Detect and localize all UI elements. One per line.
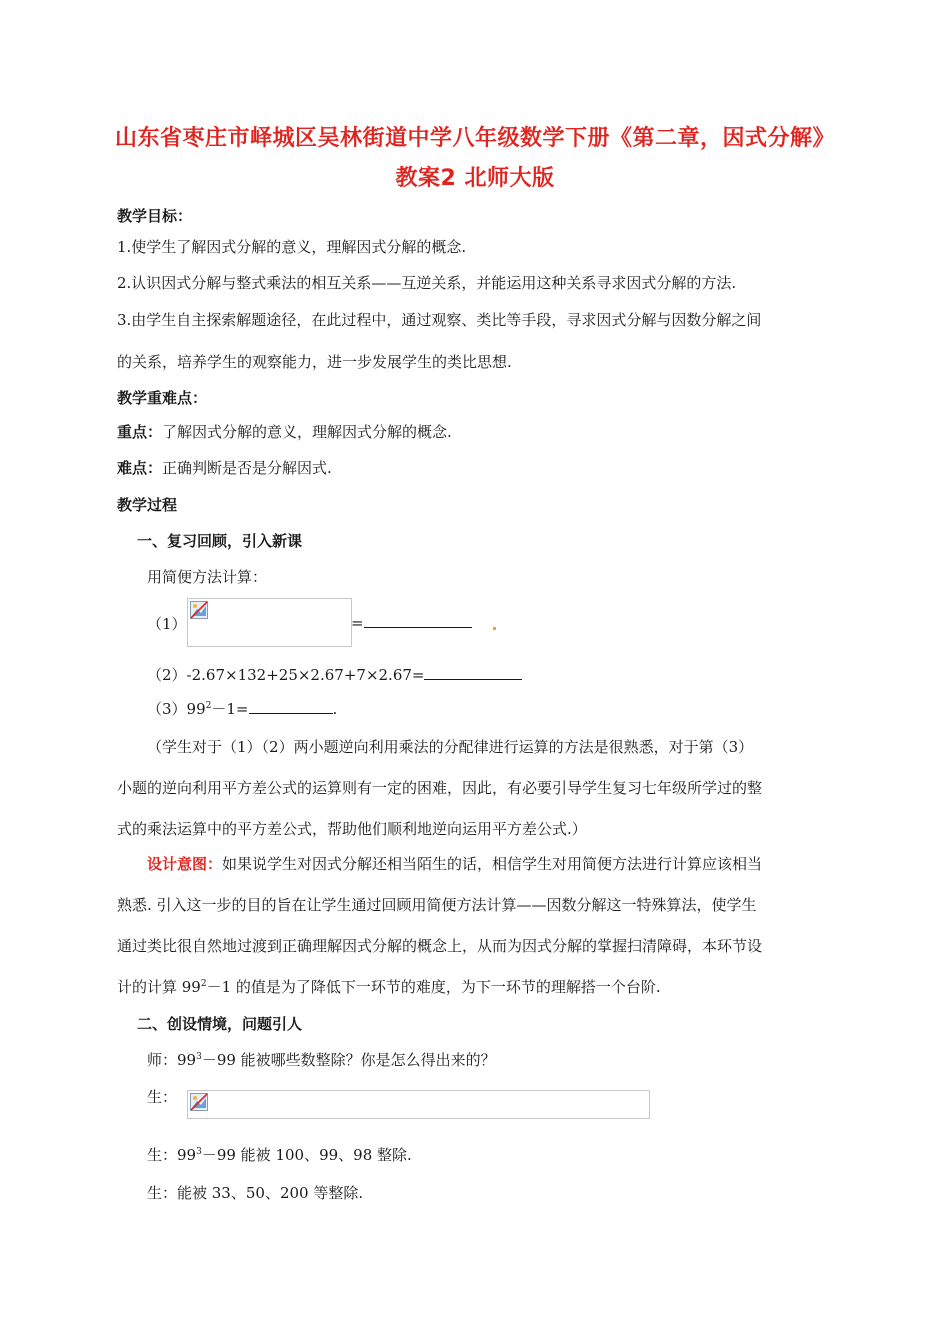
question-2 <box>147 664 522 685</box>
question-3 <box>147 698 337 719</box>
design-intent-label: 设计意图： <box>147 855 223 873</box>
student-answer-1-rest: －99 能被 100、99、98 整除. <box>201 1146 412 1164</box>
question-3-blank[interactable] <box>249 699 333 714</box>
student-answer-1-base: 生：99 <box>147 1146 197 1164</box>
teacher-question-exponent: 3 <box>196 1052 202 1062</box>
design-intent-line-4 <box>117 976 661 997</box>
student-answer-1-exponent: 3 <box>196 1147 202 1157</box>
section-1-heading: 一、复习回顾，引入新课 <box>137 532 303 550</box>
goal-item-1: 1.使学生了解因式分解的意义，理解因式分解的概念. <box>117 238 467 256</box>
design-intent-line-3: 通过类比很自然地过渡到正确理解因式分解的概念上，从而为因式分解的掌握扫清障碍，本环节设 <box>117 937 763 955</box>
question-3-rest: －1= <box>211 700 249 718</box>
focus-heading: 教学重难点： <box>117 389 208 407</box>
student-answer-0: 生： <box>147 1088 178 1106</box>
question-2-text: （2）-2.67×132+25×2.67+7×2.67= <box>147 666 425 684</box>
stray-mark <box>493 627 496 630</box>
process-heading: 教学过程 <box>117 496 178 514</box>
question-3-period: . <box>332 700 338 718</box>
question-1-equals: = <box>351 614 364 632</box>
student-answer-image <box>187 1090 650 1119</box>
design-intent-4-pre: 计的计算 99 <box>117 978 201 996</box>
question-1-blank[interactable] <box>364 613 472 628</box>
goals-heading: 教学目标： <box>117 207 193 225</box>
design-intent-text-1: 如果说学生对因式分解还相当陌生的话，相信学生对用简便方法进行计算应该相当 <box>222 855 763 873</box>
student-answer-2: 生：能被 33、50、200 等整除. <box>147 1184 364 1202</box>
doc-title-line2: 教案2 北师大版 <box>395 166 555 191</box>
broken-image-icon <box>190 1093 208 1111</box>
student-answer-1 <box>147 1144 412 1165</box>
hard-point-text: 正确判断是否是分解因式. <box>162 459 332 477</box>
design-intent-line-2: 熟悉. 引入这一步的目的旨在让学生通过回顾用简便方法计算——因数分解这一特殊算法，使学生 <box>117 896 757 914</box>
goal-item-2: 2.认识因式分解与整式乘法的相互关系——互逆关系，并能运用这种关系寻求因式分解的方法. <box>117 274 737 292</box>
question-3-exponent: 2 <box>205 701 212 711</box>
question-3-base: （3）99 <box>147 700 206 718</box>
question-1-label: （1） <box>147 615 187 633</box>
calc-intro: 用简便方法计算： <box>147 568 268 586</box>
note-line-1: （学生对于（1）（2）两小题逆向利用乘法的分配律进行运算的方法是很熟悉，对于第（3） <box>147 738 754 756</box>
design-intent-4-post: －1 的值是为了降低下一环节的难度，为下一环节的理解搭一个台阶. <box>206 978 661 996</box>
note-line-3: 式的乘法运算中的平方差公式，帮助他们顺利地逆向运用平方差公式.） <box>117 820 587 838</box>
broken-image-icon <box>190 601 208 619</box>
question-1-image <box>187 598 352 647</box>
question-1-answer <box>351 613 472 632</box>
hard-point-label: 难点： <box>117 459 163 477</box>
key-point-label: 重点： <box>117 423 163 441</box>
question-2-blank[interactable] <box>424 665 522 680</box>
teacher-question <box>147 1049 496 1070</box>
hard-point <box>117 457 332 478</box>
design-intent-line-1 <box>147 853 762 874</box>
teacher-question-rest: －99 能被哪些数整除？你是怎么得出来的？ <box>201 1051 496 1069</box>
goal-item-3b: 的关系，培养学生的观察能力，进一步发展学生的类比思想. <box>117 353 512 371</box>
key-point <box>117 421 452 442</box>
goal-item-3a: 3.由学生自主探索解题途径，在此过程中，通过观察、类比等手段，寻求因式分解与因数分解之间 <box>117 311 762 329</box>
design-intent-4-exponent: 2 <box>200 979 207 989</box>
note-line-2: 小题的逆向利用平方差公式的运算则有一定的困难，因此，有必要引导学生复习七年级所学过的整 <box>117 779 763 797</box>
teacher-question-base: 师：99 <box>147 1051 197 1069</box>
doc-title-line1: 山东省枣庄市峄城区吴林街道中学八年级数学下册《第二章，因式分解》 <box>114 126 835 151</box>
key-point-text: 了解因式分解的意义，理解因式分解的概念. <box>162 423 452 441</box>
section-2-heading: 二、创设情境，问题引人 <box>137 1015 303 1033</box>
